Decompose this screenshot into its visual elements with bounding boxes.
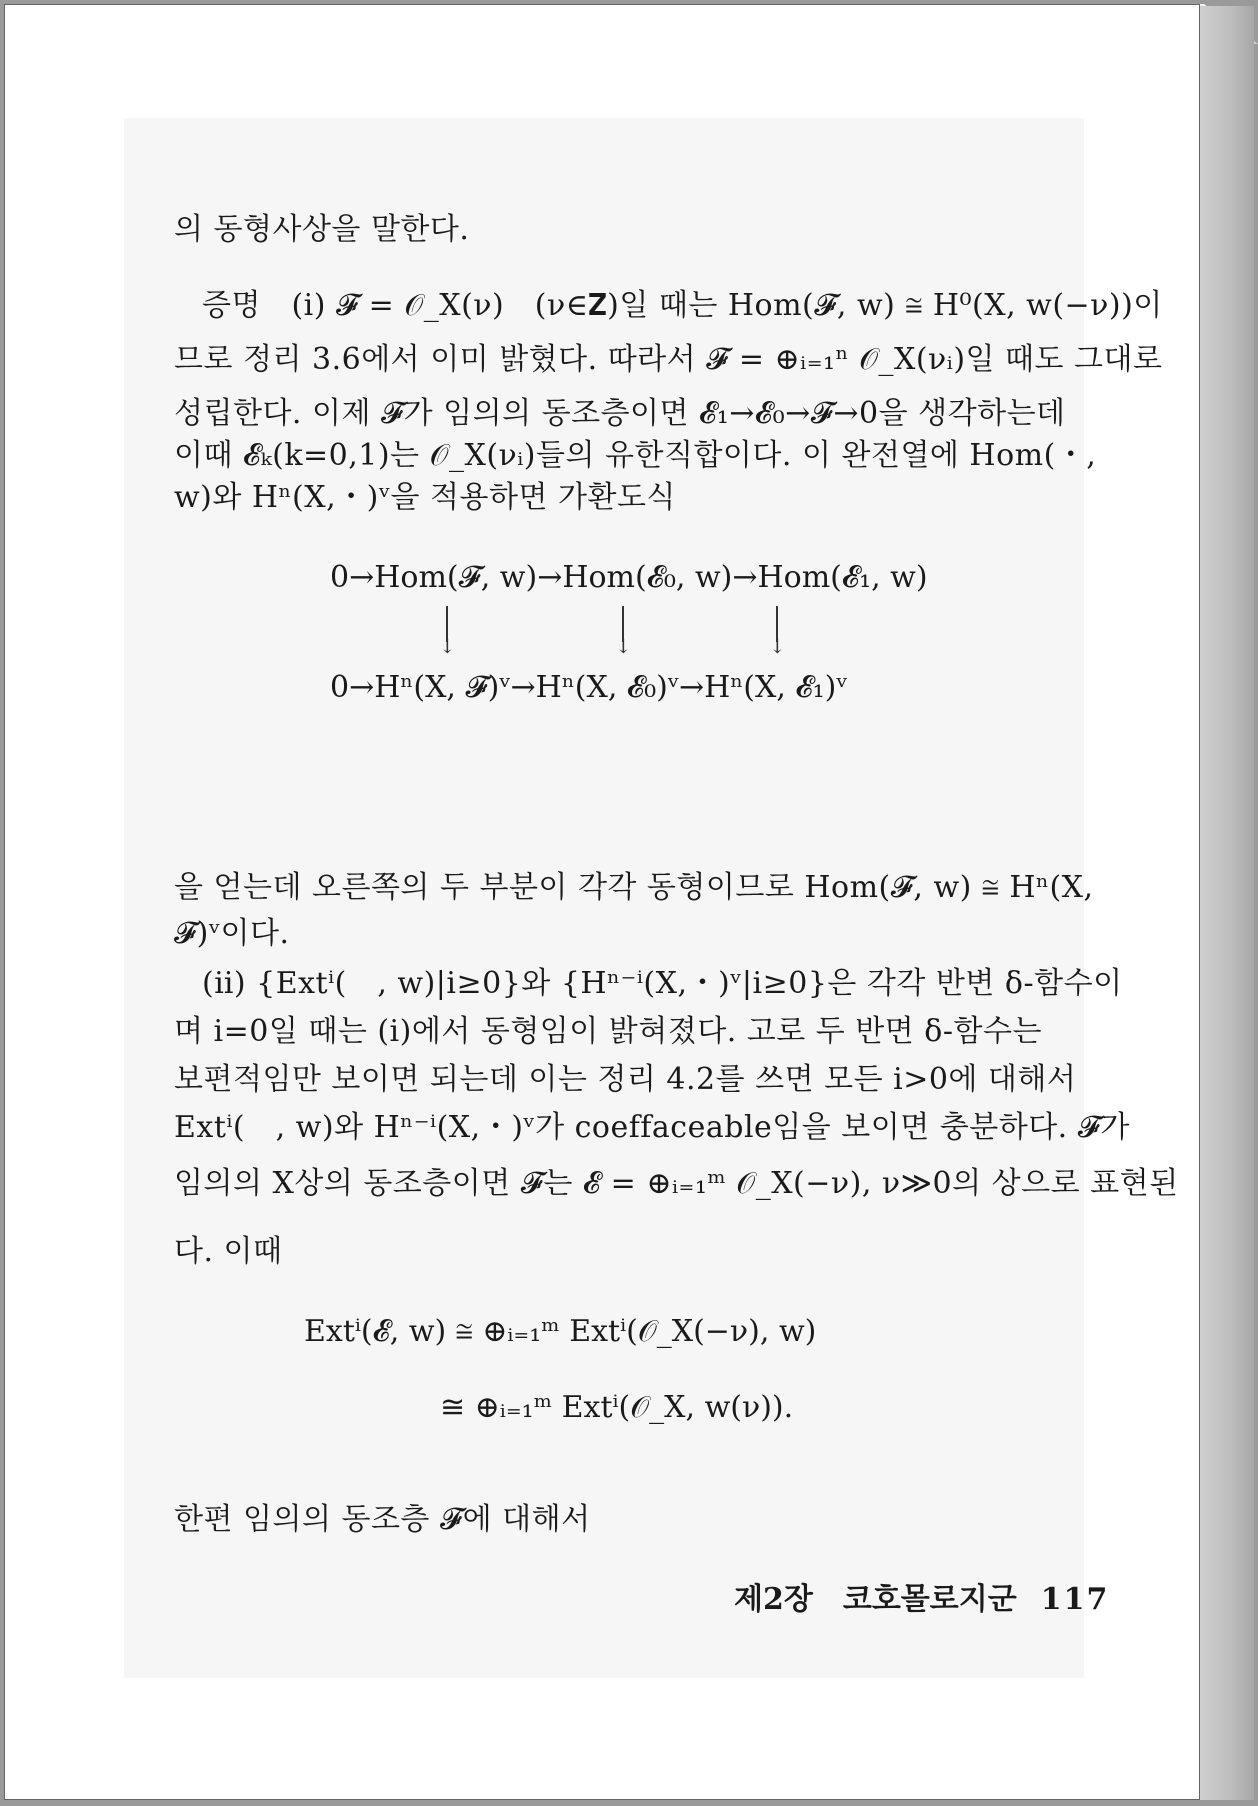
diagram-bottom-row: 0→Hⁿ(X, 𝓕)ᵛ→Hⁿ(X, 𝓔₀)ᵛ→Hⁿ(X, 𝓔₁)ᵛ xyxy=(330,670,848,705)
text-line-14: 다. 이때 xyxy=(174,1234,283,1269)
page-number: 117 xyxy=(1040,1582,1110,1617)
text-line-13: 임의의 X상의 동조층이면 𝓕는 𝓔 = ⊕ᵢ₌₁ᵐ 𝒪_X(−ν), ν≫0의 상으로 표현된 xyxy=(174,1166,1179,1201)
text-line-2: 증명 (ⅰ) 𝓕 = 𝒪_X(ν) (ν∈𝐙)일 때는 Hom(𝓕, w) ≅ H⁰(X, w(−ν))이 xyxy=(202,288,1163,323)
text-line-6: w)와 Hⁿ(X,・)ᵛ을 적용하면 가환도식 xyxy=(174,480,676,515)
text-line-15: 한편 임의의 동조층 𝓕에 대해서 xyxy=(174,1502,591,1537)
text-line-11: 보편적임만 보이면 되는데 이는 정리 4.2를 쓰면 모든 i>0에 대해서 xyxy=(174,1062,1077,1097)
chapter-title: 제2장 코호몰로지군 xyxy=(734,1582,1017,1617)
text-line-3: 므로 정리 3.6에서 이미 밝혔다. 따라서 𝓕 = ⊕ᵢ₌₁ⁿ 𝒪_X(νᵢ)일 때도 그대로 xyxy=(174,342,1163,377)
display-equation-line-1: Extⁱ(𝓔, w) ≅ ⊕ᵢ₌₁ᵐ Extⁱ(𝒪_X(−ν), w) xyxy=(304,1314,817,1349)
text-line-4: 성립한다. 이제 𝓕가 임의의 동조층이면 𝓔₁→𝓔₀→𝓕→0을 생각하는데 xyxy=(174,396,1066,431)
text-line-5: 이때 𝓔ₖ(k=0,1)는 𝒪_X(νᵢ)들의 유한직합이다. 이 완전열에 Hom(・, xyxy=(174,438,1097,473)
text-line-9: (ⅱ) {Extⁱ( , w)|i≥0}와 {Hⁿ⁻ⁱ(X,・)ᵛ|i≥0}은 각각 반변 δ-함수이 xyxy=(202,966,1123,1001)
page-edge xyxy=(1198,6,1254,1800)
text-line-10: 며 i=0일 때는 (ⅰ)에서 동형임이 밝혀졌다. 고로 두 반면 δ-함수는 xyxy=(174,1014,1042,1049)
text-line-12: Extⁱ( , w)와 Hⁿ⁻ⁱ(X,・)ᵛ가 coeffaceable임을 보이면 충분하다. 𝓕가 xyxy=(174,1110,1130,1145)
display-equation-line-2: ≅ ⊕ᵢ₌₁ᵐ Extⁱ(𝒪_X, w(ν)). xyxy=(440,1390,794,1425)
text-line-1: 의 동형사상을 말한다. xyxy=(174,212,470,247)
down-arrow-2-head: ↓ xyxy=(615,634,632,658)
down-arrow-3-head: ↓ xyxy=(769,634,786,658)
down-arrow-1-head: ↓ xyxy=(439,634,456,658)
text-line-8: 𝓕)ᵛ이다. xyxy=(174,916,290,951)
running-footer xyxy=(734,1574,1109,1618)
diagram-top-row: 0→Hom(𝓕, w)→Hom(𝓔₀, w)→Hom(𝓔₁, w) xyxy=(330,560,928,595)
text-line-7: 을 얻는데 오른쪽의 두 부분이 각각 동형이므로 Hom(𝓕, w) ≅ Hⁿ(X, xyxy=(174,870,1094,905)
